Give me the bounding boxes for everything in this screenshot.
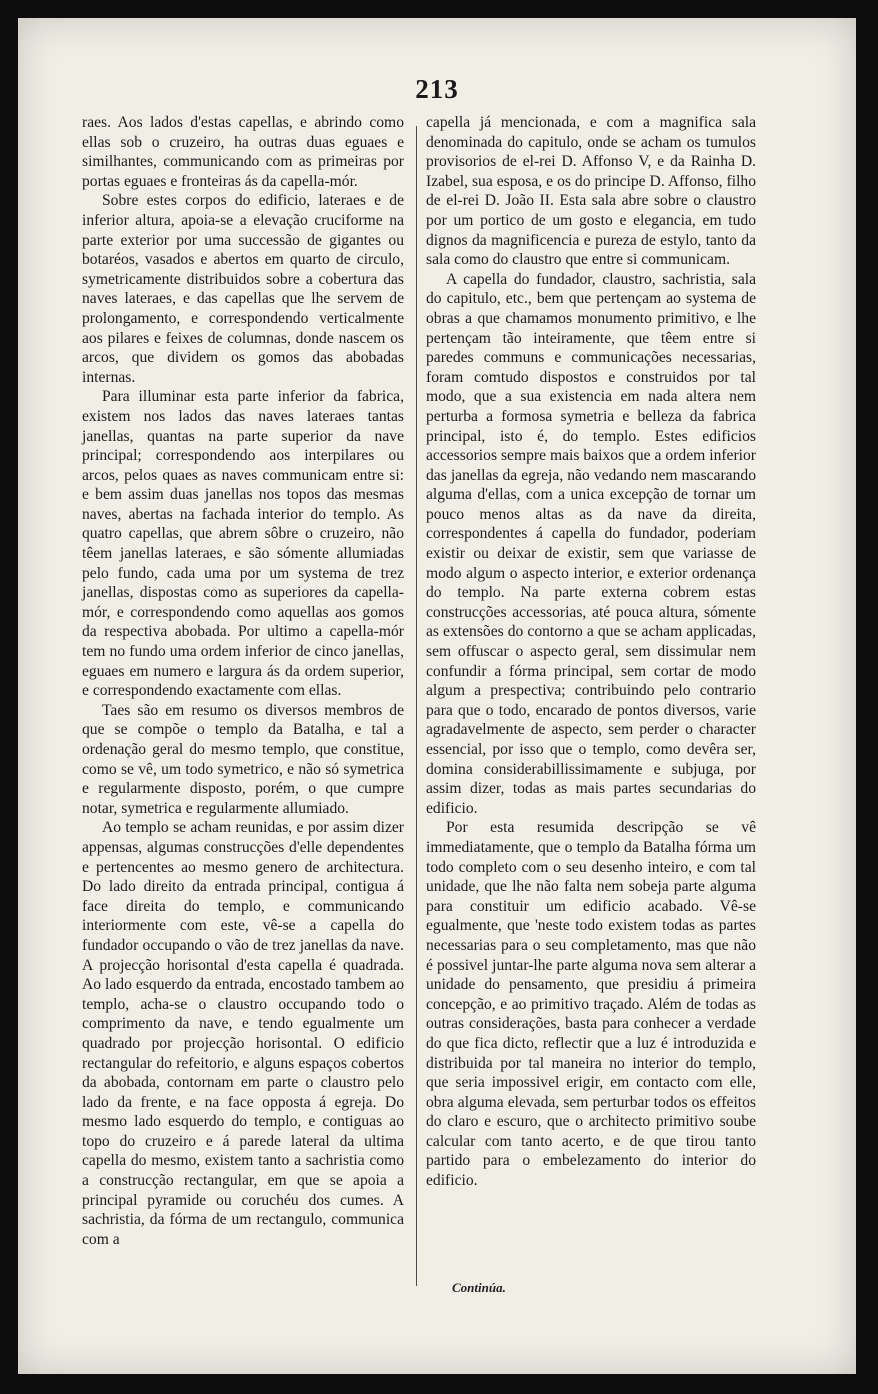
right-column [426, 113, 756, 1191]
continuation-note: Continúa. [452, 1280, 506, 1295]
left-paragraph-2: Sobre estes corpos do edificio, lateraes e de inferior altura, apoia-se a elevação cruciforme na parte exterior por uma successão de gigantes ou botaréos, vasados e abertos em quarto de circulo, symetricamente distribuidos sobre a cobertura das naves lateraes, e das capellas que lhe servem de prolongamento, e correspondendo verticalmente aos pilares e feixes de columnas, donde nascem os arcos, que dividem os gomos das abobadas internas. [82, 192, 404, 386]
right-paragraph-2: A capella do fundador, claustro, sachristia, sala do capitulo, etc., bem que pertençam ao systema de obras a que chamamos monumento primitivo, e lhe pertençam tão inteiramente, que têem entre si paredes communs e communicações necessarias, foram comtudo dispostos e construidos por tal modo, que a sua existencia em nada altera nem perturba a formosa symetria e belleza da fabrica principal, isto é, do templo. Estes edificios accessorios sempre mais baixos que a ordem inferior das janellas da egreja, não vedando nem mascarando alguma d'ellas, com a unica excepção de tornar um pouco menos altas as da nave da direita, correspondentes á capella do fundador, poderiam existir ou deixar de existir, sem que variasse de modo algum o aspecto interior, e exterior ordenança do templo. Na parte externa cobrem estas construcções accessorias, até pouca altura, sómente as extensões do contorno a que se acham applicadas, sem offuscar o aspecto geral, sem dissimular nem confundir a fórma principal, sem cortar de modo algum a prespectiva; contribuindo pelo contrario para que o todo, encarado de pontos diversos, varie agradavelmente de aspecto, sem perder o character essencial, por isso que o templo, como devêra ser, domina considerabillissimamente e subjuga, por assim dizer, todas as mais partes secundarias do edificio. [426, 270, 756, 817]
column-divider [416, 126, 417, 1286]
left-paragraph-5: Ao templo se acham reunidas, e por assim dizer appensas, algumas construcções d'elle dependentes e pertencentes ao mesmo genero de architectura. Do lado direito da entrada principal, contigua á face direita do templo, e communicando interiormente com este, vê-se a capella do fundador occupando o vão de trez janellas da nave. A projecção horisontal d'esta capella é quadrada. Ao lado esquerdo da entrada, encostado tambem ao templo, acha-se o claustro occupando todo o comprimento da nave, e tendo egualmente um quadrado por projecção horisontal. O edificio rectangular do refeitorio, e alguns espaços cobertos da abobada, contornam em parte o claustro pelo lado da frente, e na face opposta á egreja. Do mesmo lado esquerdo do templo, e contiguas ao topo do cruzeiro e á parede lateral da ultima capella do mesmo, existem tanto a sachristia como a construcção rectangular, em que se apoia a principal pyramide ou coruchéu dos cumes. A sachristia, da fórma de um rectangulo, communica com a [82, 819, 404, 1248]
page-number: 213 [415, 74, 459, 104]
right-paragraph-1: capella já mencionada, e com a magnifica sala denominada do capitulo, onde se acham os tumulos provisorios de el-rei D. Affonso V, e da Rainha D. Izabel, sua esposa, e os do principe D. Affonso, filho de el-rei D. João II. Esta sala abre sobre o claustro por um portico de um gosto e elegancia, em tudo dignos da magnificencia e pureza de estylo, tanto da sala como do claustro que entre si communicam. [426, 114, 756, 269]
newspaper-page [18, 18, 856, 1374]
left-column [82, 113, 404, 1249]
left-paragraph-3: Para illuminar esta parte inferior da fabrica, existem nos lados das naves lateraes tantas janellas, quantas na parte superior da nave principal; correspondendo aos interpilares ou arcos, pelos quaes as naves communicam entre si: e bem assim duas janellas nos topos das mesmas naves, abertas na fachada interior do templo. As quatro capellas, que abrem sôbre o cruzeiro, não têem janellas lateraes, e são sómente allumiadas pelo fundo, cada uma por um systema de trez janellas, dispostas como as superiores da capella-mór, e correspondendo como aquellas aos gomos da respectiva abobada. Por ultimo a capella-mór tem no fundo uma ordem inferior de cinco janellas, eguaes em numero e largura ás da ordem superior, e correspondendo exactamente com ellas. [82, 388, 404, 700]
left-paragraph-1: raes. Aos lados d'estas capellas, e abrindo como ellas sob o cruzeiro, ha outras duas eguaes e similhantes, communicando com as primeiras por portas eguaes e fronteiras ás da capella-mór. [82, 114, 404, 190]
left-paragraph-4: Taes são em resumo os diversos membros de que se compõe o templo da Batalha, e tal a ordenação geral do mesmo templo, que constitue, como se vê, um todo symetrico, e não só symetrica e regularmente disposto, porém, o que cumpre notar, symetrica e regularmente allumiado. [82, 701, 404, 817]
right-paragraph-3: Por esta resumida descripção se vê immediatamente, que o templo da Batalha fórma um todo completo com o seu desenho inteiro, e com tal unidade, que lhe não falta nem sobeja parte alguma para constituir um edificio acabado. Vê-se egualmente, que 'neste todo existem todas as partes necessarias para o seu completamento, mas que não é possivel juntar-lhe parte alguma nova sem alterar a unidade do pensamento, que presidiu á primeira concepção, e ao primitivo traçado. Além de todas as outras considerações, basta para conhecer a verdade do que fica dicto, reflectir que a luz é introduzida e distribuida por tal maneira no interior do templo, que seria impossivel erigir, em contacto com elle, obra alguma elevada, sem perturbar todos os effeitos do claro e escuro, que o architecto primitivo soube calcular com tanto acerto, e de que tirou tanto partido para o embelezamento do interior do edificio. [426, 819, 756, 1190]
